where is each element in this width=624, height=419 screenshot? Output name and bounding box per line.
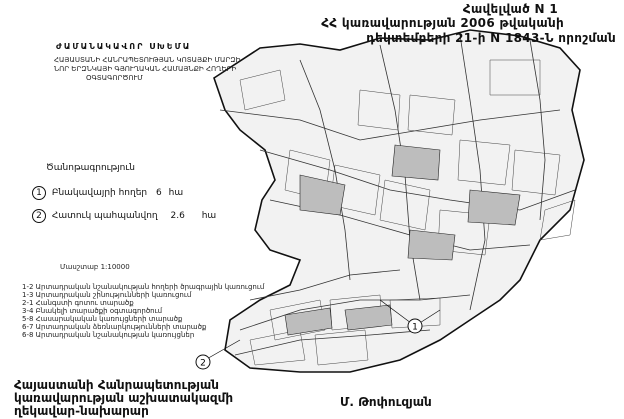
- signatory-title-line-3: ղեկավար-նախարար: [14, 404, 149, 418]
- legend-item-2-value: 2.6: [170, 211, 185, 221]
- signatory-title-line-2: կառավարության աշխատակազմի: [14, 391, 234, 405]
- legend-item-2: [32, 209, 216, 223]
- map-marker-2: [196, 355, 210, 369]
- legend-note: 3-4 Բնակելի տարածքի օգտագործում: [22, 307, 163, 315]
- marker-2-label: 2: [200, 358, 206, 369]
- legend-item-2-number: 2: [32, 209, 46, 223]
- legend-item-1-number: 1: [32, 186, 46, 200]
- legend-note: 5-8 Հասարակական կառույցների տարածք: [22, 315, 183, 323]
- legend-item-2-unit: հա: [201, 211, 217, 221]
- legend-note: 6-7 Արտադրական ձեռնարկությունների տարածք: [22, 323, 207, 331]
- signatory-name: Մ. Թոփուզյան: [340, 395, 432, 409]
- marker-1-label: 1: [412, 322, 418, 333]
- header-line-3: դեկտեմբերի 21-ի N 1843-Ն որոշման: [366, 31, 616, 45]
- schema-title: ԺԱՄԱՆԱԿԱՎՈՐ ՍԽԵՄԱ: [56, 42, 192, 51]
- legend-item-1-label: Բնակավայրի հողեր: [51, 188, 148, 198]
- legend-item-1-unit: հա: [168, 188, 184, 198]
- signatory-title: [14, 379, 233, 418]
- scale-label: Մասշտաբ 1:10000: [60, 263, 130, 271]
- map-marker-1: [408, 319, 422, 333]
- header-line-2: ՀՀ կառավարության 2006 թվականի: [321, 16, 564, 30]
- legend-item-1-value: 6: [156, 188, 162, 198]
- legend-title: Ծանոթագրություն: [46, 163, 136, 173]
- schema-subtitle-1: ՀԱՅԱՍՏԱՆԻ ՀԱՆՐԱՊԵՏՈՒԹՅԱՆ ԿՈՏԱՅՔԻ ՄԱՐԶԻ: [54, 56, 241, 64]
- schema-subtitle-3: ՕԳՏԱԳՈՐԾՈՒՄ: [86, 74, 143, 82]
- legend-item-2-label: Հատուկ պահպանվող: [51, 211, 158, 221]
- header-line-1: Հավելված N 1: [462, 2, 558, 16]
- schema-subtitle-2: ՆՈՐ ԵՐԶՆԿԱՅԻ ԳՅՈՒՂԱԿԱՆ ՀԱՄԱՅՆՔԻ ՀՈՂԵՐԻ: [54, 65, 237, 73]
- legend-notes: [22, 283, 264, 339]
- legend-note: 1-3 Արտադրական շինությունների կառուցում: [22, 291, 192, 299]
- legend-note: 6-8 Արտադրական նշանակության կառույցներ: [22, 331, 195, 339]
- legend-note: 1-2 Արտադրական նշանակության հողերի ծրագրային կառուցում: [22, 283, 265, 291]
- legend-item-1: [32, 186, 183, 200]
- community-boundary: [214, 30, 584, 372]
- legend-note: 2-1 Հանգստի գոտու տարածք: [22, 299, 134, 307]
- signatory-title-line-1: Հայաստանի Հանրապետության: [14, 378, 219, 392]
